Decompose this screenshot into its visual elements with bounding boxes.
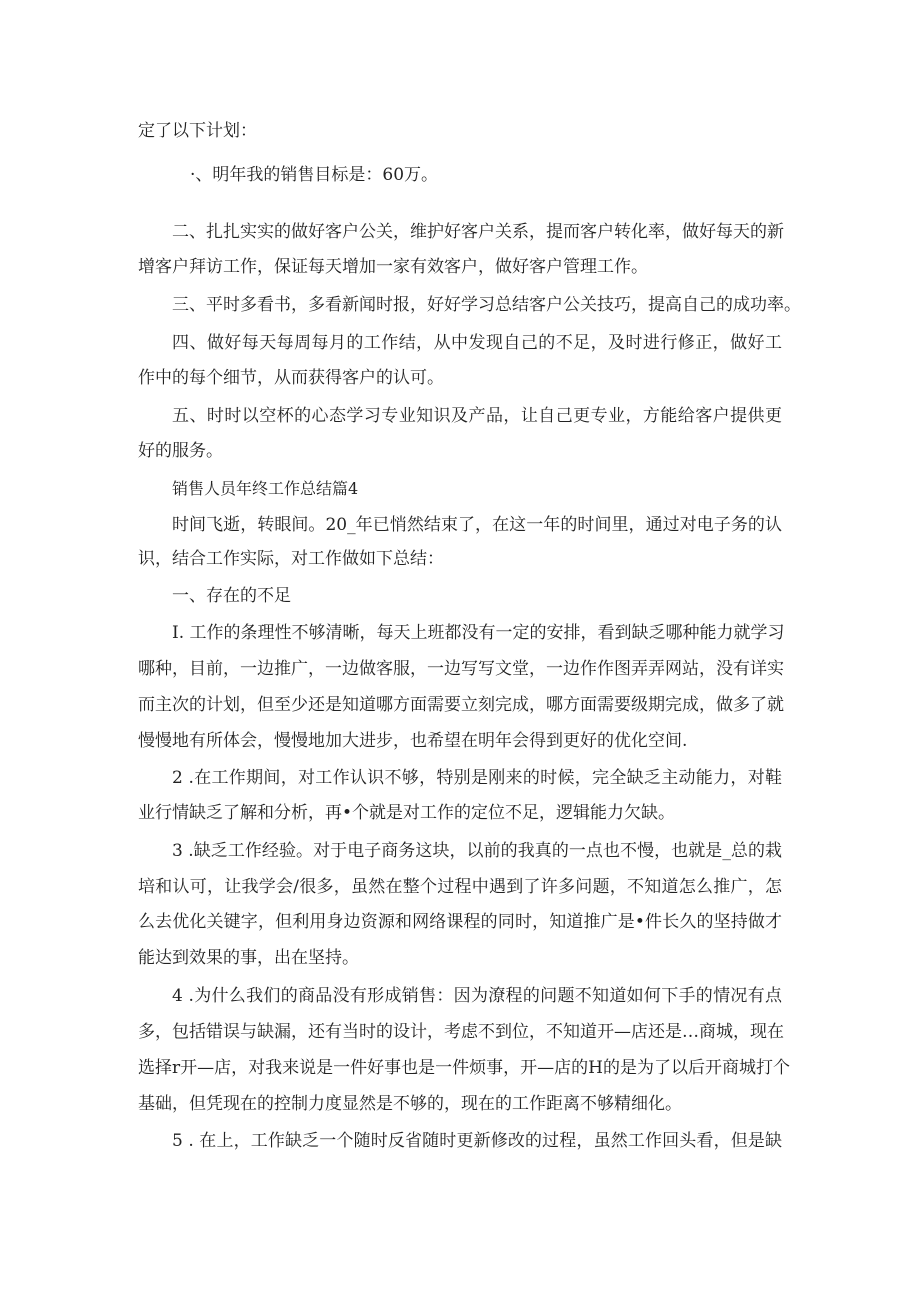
text-line-point-1d: 慢慢地有所体会，慢慢地加大进步，也希望在明年会得到更好的优化空间. [138, 731, 688, 751]
text-line-point-2a: 2 .在工作期间，对工作认识不够，特别是刚来的时候，完全缺乏主动能力，对鞋 [172, 768, 782, 788]
text-line-item-5b: 好的服务。 [138, 441, 223, 461]
text-line-point-3b: 培和认可，让我学会/很多，虽然在整个过程中遇到了许多问题，不知道怎么推广，怎 [138, 877, 782, 897]
text-line-item-4a: 四、做好每天每周每月的工作结，从中发现自己的不足，及时进行修正，做好工 [172, 333, 782, 353]
text-line-point-1c: 而主次的计划，但至少还是知道哪方面需要立刻完成，哪方面需要级期完成，做多了就 [138, 695, 784, 715]
text-line-point-3d: 能达到效果的事，出在坚持。 [138, 948, 359, 968]
text-line-item-2a: 二、扎扎实实的做好客户公关，维护好客户关系，提而客户转化率，做好每天的新 [172, 222, 784, 242]
text-line-point-3a: 3 .缺乏工作经验。对于电子商务这块，以前的我真的一点也不慢，也就是_总的栽 [172, 841, 782, 861]
text-line-point-4c: 选择r开—店，对我来说是一件好事也是一件烦事，开—店的H的是为了以后开商城打个 [138, 1058, 790, 1078]
text-line-summary-b: 识，结合工作实际，对工作做如下总结： [138, 549, 444, 569]
text-line-point-2b: 业行情缺乏了解和分析，再•个就是对工作的定位不足，逻辑能力欠缺。 [138, 803, 676, 823]
text-line-sales-target: ·、明年我的销售目标是：60万。 [190, 165, 439, 185]
subheading-shortcomings: 一、存在的不足 [172, 586, 291, 606]
text-line-item-4b: 作中的每个细节，从而获得客户的认可。 [138, 368, 444, 388]
text-line-point-1b: 哪种，目前，一边推广，一边做客服，一边写写文堂，一边作作图弄弄网站，没有详实 [138, 659, 784, 679]
text-line-item-3: 三、平时多看书，多看新闻时报，好好学习总结客户公关技巧，提高自己的成功率。 [172, 295, 801, 315]
section-heading: 销售人员年终工作总结篇4 [172, 479, 359, 498]
text-line-point-5a: 5 . 在上，工作缺乏一个随时反省随时更新修改的过程，虽然工作回头看，但是缺 [172, 1131, 782, 1151]
text-line-item-2b: 增客户拜访工作，保证每天增加一家有效客户，做好客户管理工作。 [138, 257, 648, 277]
text-line-point-1a: I. 工作的条理性不够清晰，每天上班都没有一定的安排，看到缺乏哪种能力就学习 [172, 623, 785, 643]
text-line-summary-a: 时间飞逝，转眼间。20_年已悄然结束了，在这一年的时间里，通过对电子务的认 [172, 515, 782, 535]
text-line-point-4a: 4 .为什么我们的商品没有形成销售：因为潦程的问题不知道如何下手的情况有点 [172, 986, 782, 1006]
text-line-point-4b: 多，包括错误与缺漏，还有当时的设计，考虑不到位，不知道开—店还是…商城，现在 [138, 1022, 784, 1042]
text-line-point-3c: 么去优化关键字，但利用身边资源和网络课程的同时，知道推广是•件长久的坚持做才 [138, 912, 782, 932]
text-line-plan-intro: 定了以下计划： [138, 121, 257, 141]
text-line-item-5a: 五、时时以空杯的心态学习专业知识及产品，让自己更专业，方能给客户提供更 [172, 406, 782, 426]
text-line-point-4d: 基础，但凭现在的控制力度显然是不够的，现在的工作距离不够精细化。 [138, 1094, 682, 1114]
